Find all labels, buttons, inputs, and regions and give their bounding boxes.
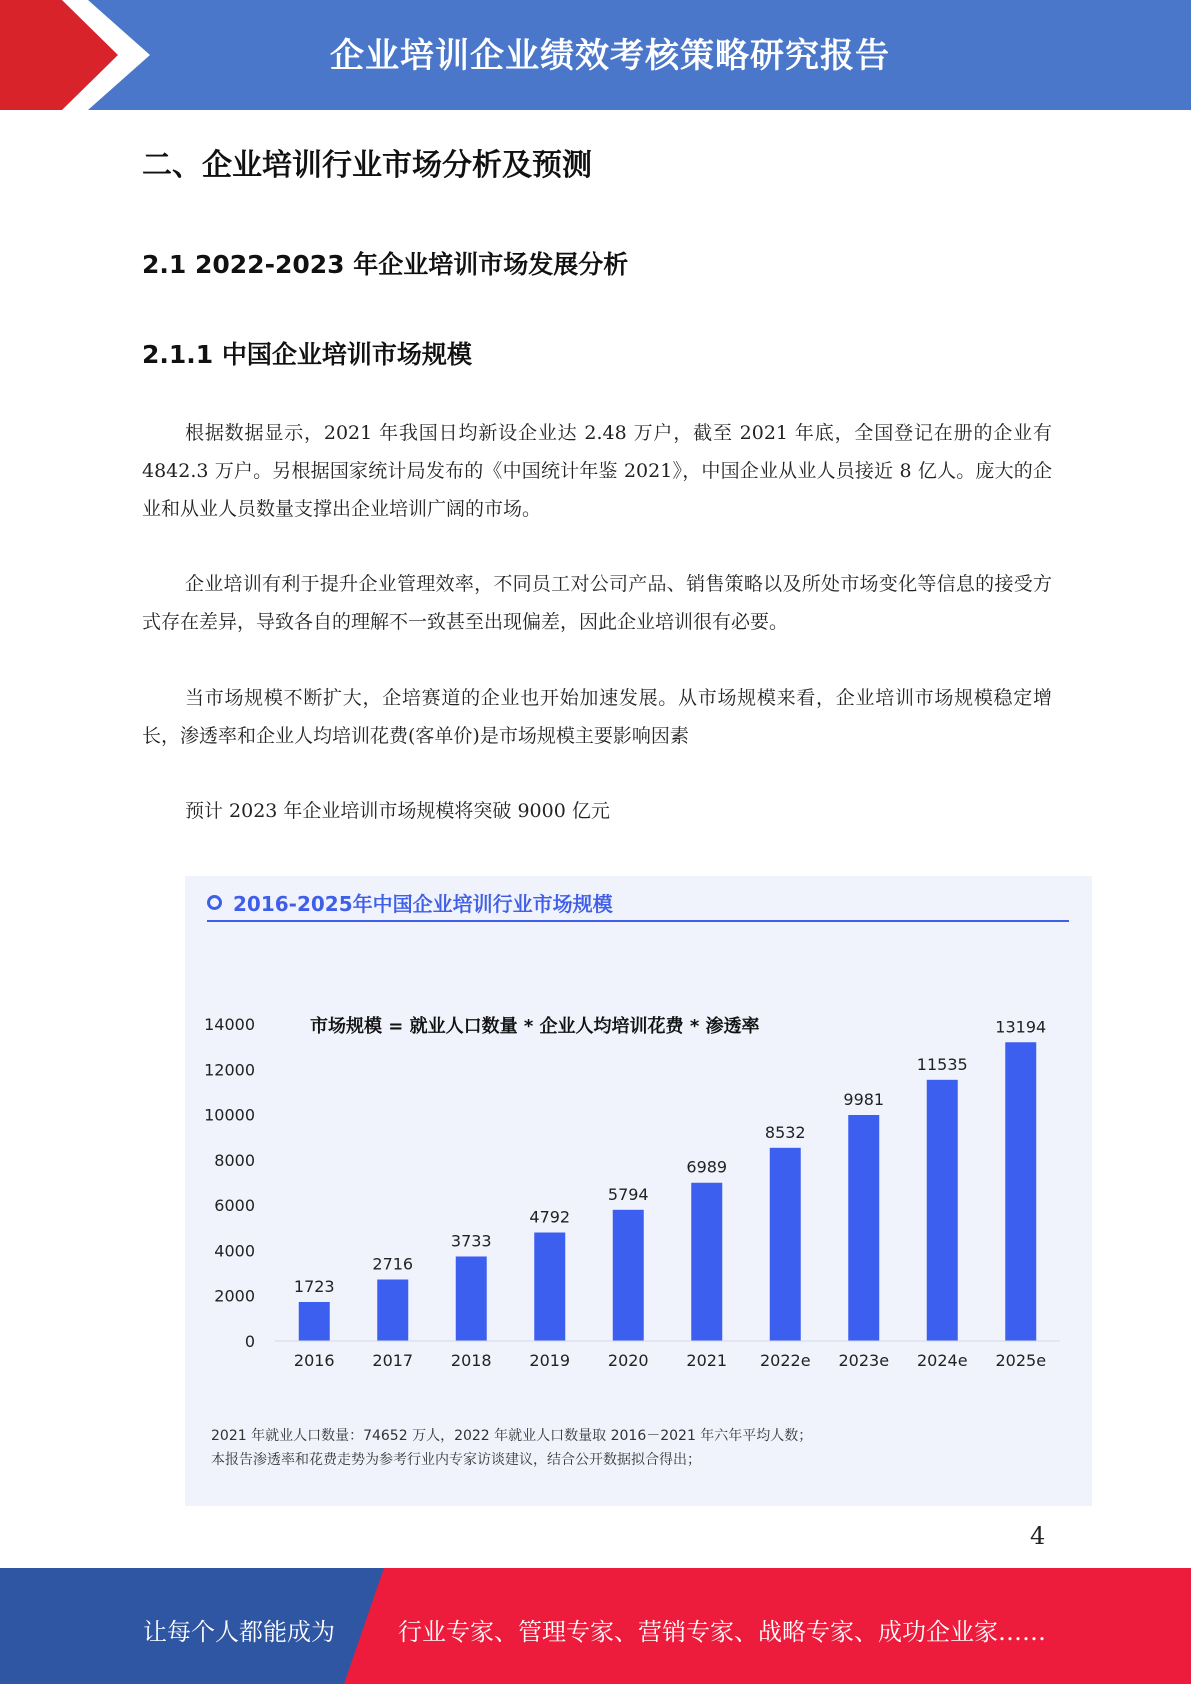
x-tick-label: 2019: [529, 1351, 571, 1370]
chart-panel: [185, 876, 1092, 1506]
section-heading: 二、企业培训行业市场分析及预测: [142, 148, 592, 183]
chart-note-2: 本报告渗透率和花费走势为参考行业内专家访谈建议，结合公开数据拟合得出；: [211, 1452, 701, 1468]
bar-value-label: 5794: [607, 1184, 649, 1204]
x-tick-label: 2020: [607, 1351, 649, 1370]
y-tick-label: 12000: [204, 1060, 255, 1080]
y-tick-label: 10000: [204, 1105, 255, 1125]
subsubsection-heading: 2.1.1 中国企业培训市场规模: [142, 340, 472, 369]
x-tick-label: 2024e: [916, 1351, 968, 1370]
bar-value-label: 4792: [529, 1207, 571, 1227]
paragraph-1: 根据数据显示，2021 年我国日均新设企业达 2.48 万户，截至 2021 年底，全国登记在册的企业有 4842.3 万户。另根据国家统计局发布的《中国统计年鉴 2021》，中国企业从业人员接近 8 亿人。庞大的企业和从业人员数量支撑出企业培训广阔的市场。: [142, 422, 1052, 520]
bar-value-label: 8532: [764, 1122, 806, 1142]
paragraph-3: 当市场规模不断扩大，企培赛道的企业也开始加速发展。从市场规模来看，企业培训市场规模稳定增长，渗透率和企业人均培训花费(客单价)是市场规模主要影响因素: [142, 687, 1052, 747]
bar-chart: [185, 876, 1092, 1416]
bar: [1005, 1042, 1036, 1341]
x-tick-label: 2018: [450, 1351, 492, 1370]
subsection-heading: 2.1 2022-2023 年企业培训市场发展分析: [142, 250, 629, 279]
bar: [299, 1302, 330, 1341]
x-tick-label: 2023e: [838, 1351, 890, 1370]
bar: [534, 1232, 565, 1341]
paragraph-forecast: 预计 2023 年企业培训市场规模将突破 9000 亿元: [185, 800, 610, 822]
y-tick-label: 6000: [214, 1196, 255, 1216]
y-tick-label: 4000: [214, 1241, 255, 1261]
chart-title: 2016-2025年中国企业培训行业市场规模: [233, 892, 613, 916]
bar: [613, 1210, 644, 1341]
x-tick-label: 2016: [293, 1351, 335, 1370]
x-tick-label: 2025e: [995, 1351, 1047, 1370]
footer-slogan-left: 让每个人都能成为: [143, 1618, 335, 1646]
header-title: 企业培训企业绩效考核策略研究报告: [330, 36, 890, 76]
y-tick-label: 2000: [214, 1286, 255, 1306]
page-number: 4: [1030, 1522, 1046, 1550]
chart-formula: 市场规模 = 就业人口数量 * 企业人均培训花费 * 渗透率: [310, 1016, 760, 1037]
bar-value-label: 6989: [686, 1157, 728, 1177]
header-bar: [0, 0, 1191, 110]
x-tick-label: 2022e: [759, 1351, 811, 1370]
bar: [927, 1080, 958, 1341]
bar-value-label: 11535: [916, 1054, 968, 1074]
paragraph-2: 企业培训有利于提升企业管理效率，不同员工对公司产品、销售策略以及所处市场变化等信息的接受方式存在差异，导致各自的理解不一致甚至出现偏差，因此企业培训很有必要。: [142, 573, 1052, 633]
chart-notes: [211, 1424, 812, 1472]
footer-slogan-right: 行业专家、管理专家、营销专家、战略专家、成功企业家……: [398, 1618, 1046, 1646]
bar-value-label: 1723: [293, 1276, 335, 1296]
y-tick-label: 8000: [214, 1150, 255, 1170]
bar-value-label: 3733: [450, 1231, 492, 1251]
bar: [691, 1183, 722, 1341]
bar-value-label: 9981: [843, 1090, 885, 1110]
bar-value-label: 2716: [372, 1254, 414, 1274]
bar: [770, 1148, 801, 1341]
bar-value-label: 13194: [995, 1017, 1047, 1037]
footer-bar: [0, 1568, 1191, 1684]
bar: [848, 1115, 879, 1341]
x-tick-label: 2017: [372, 1351, 414, 1370]
x-tick-label: 2021: [686, 1351, 728, 1370]
y-tick-label: 14000: [204, 1015, 255, 1034]
chart-note-1: 2021 年就业人口数量：74652 万人，2022 年就业人口数量取 2016－2021 年六年平均人数；: [211, 1428, 813, 1444]
bar: [377, 1280, 408, 1341]
header-red-chevron: [0, 0, 150, 110]
y-tick-label: 0: [244, 1332, 255, 1351]
bar: [456, 1256, 487, 1341]
